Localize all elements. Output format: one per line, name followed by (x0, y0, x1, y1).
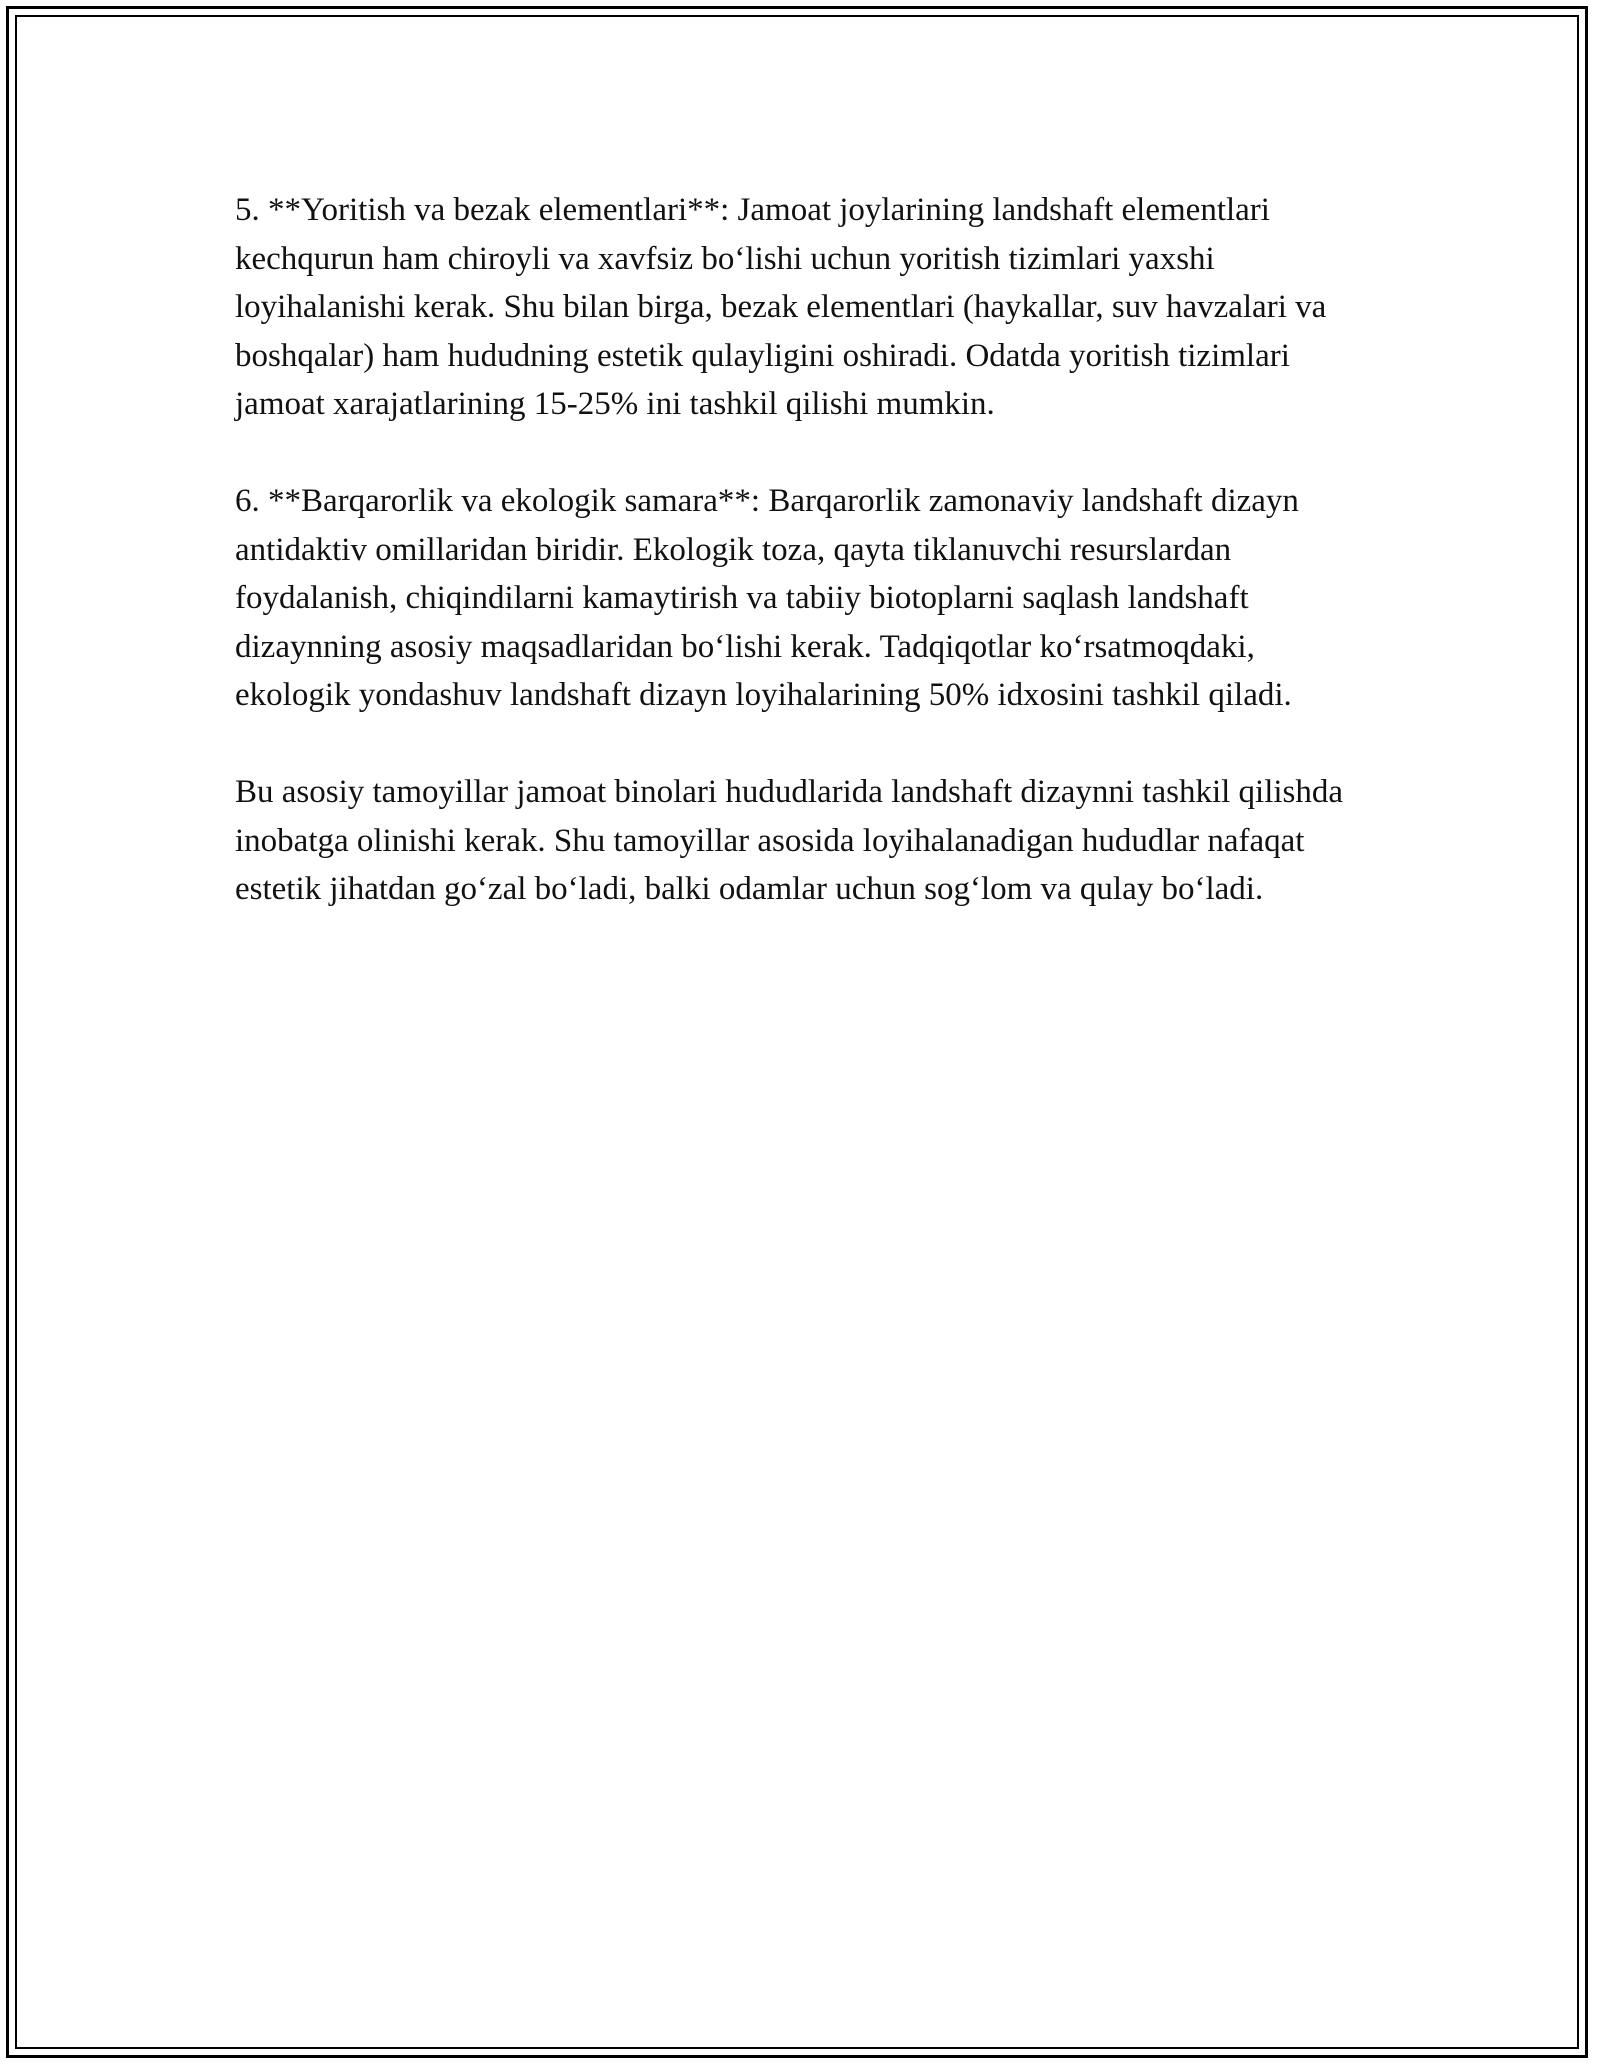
document-body (235, 186, 1370, 962)
paragraph-conclusion: Bu asosiy tamoyillar jamoat binolari hududlarida landshaft dizaynni tashkil qilishda inobatga olinishi kerak. Shu tamoyillar asosida loyihalanadigan hududlar nafaqat estetik jihatdan go‘zal bo‘ladi, balki odamlar uchun sog‘lom va qulay bo‘ladi. (235, 774, 1344, 907)
paragraph-lighting-decor: 5. **Yoritish va bezak elementlari**: Jamoat joylarining landshaft elementlari kechqurun ham chiroyli va xavfsiz bo‘lishi uchun yoritish tizimlari yaxshi loyihalanishi kerak. Shu bilan birga, bezak elementlari (haykallar, suv havzalari va boshqalar) ham hududning estetik qulayligini oshiradi. Odatda yoritish tizimlari jamoat xarajatlarining 15-25% ini tashkil qilishi mumkin. (235, 192, 1327, 422)
paragraph-sustainability: 6. **Barqarorlik va ekologik samara**: Barqarorlik zamonaviy landshaft dizayn antidaktiv omillaridan biridir. Ekologik toza, qayta tiklanuvchi resurslardan foydalanish, chiqindilarni kamaytirish va tabiiy biotoplarni saqlash landshaft dizaynning asosiy maqsadlaridan bo‘lishi kerak. Tadqiqotlar ko‘rsatmoqdaki, ekologik yondashuv landshaft dizayn loyihalarining 50% idxosini tashkil qiladi. (235, 483, 1299, 713)
